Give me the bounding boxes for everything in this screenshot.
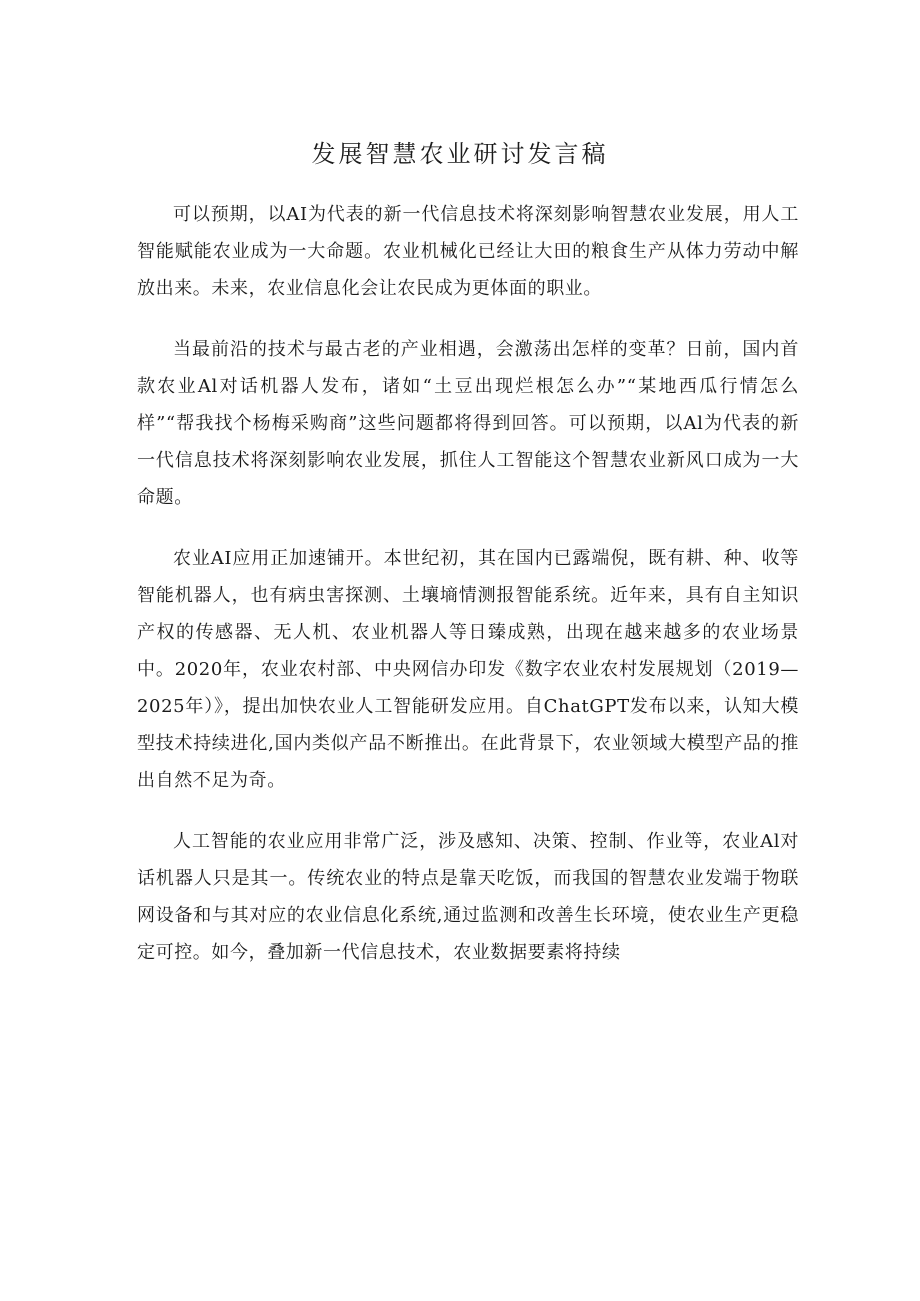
document-body bbox=[137, 196, 799, 995]
document-title: 发展智慧农业研讨发言稿 bbox=[311, 140, 609, 168]
paragraph-4: 人工智能的农业应用非常广泛，涉及感知、决策、控制、作业等，农业Al对话机器人只是其一。传统农业的特点是靠天吃饭，而我国的智慧农业发端于物联网设备和与其对应的农业信息化系统,通过监测和改善生长环境，使农业生产更稳定可控。如今，叠加新一代信息技术，农业数据要素将持续 bbox=[137, 831, 799, 963]
paragraph-3: 农业AI应用正加速铺开。本世纪初，其在国内已露端倪，既有耕、种、收等智能机器人，也有病虫害探测、土壤墒情测报智能系统。近年来，具有自主知识产权的传感器、无人机、农业机器人等日臻成熟，出现在越来越多的农业场景中。2020年，农业农村部、中央网信办印发《数字农业农村发展规划（2019—2025年）》，提出加快农业人工智能研发应用。自ChatGPT发布以来，认知大模型技术持续进化,国内类似产品不断推出。在此背景下，农业领域大模型产品的推出自然不足为奇。 bbox=[137, 548, 799, 791]
paragraph-2: 当最前沿的技术与最古老的产业相遇，会激荡出怎样的变革？日前，国内首款农业Al对话机器人发布，诸如“土豆出现烂根怎么办”“某地西瓜行情怎么样”“帮我找个杨梅采购商”这些问题都将得到回答。可以预期，以Al为代表的新一代信息技术将深刻影响农业发展，抓住人工智能这个智慧农业新风口成为一大命题。 bbox=[137, 339, 799, 508]
paragraph-1: 可以预期，以AI为代表的新一代信息技术将深刻影响智慧农业发展，用人工智能赋能农业成为一大命题。农业机械化已经让大田的粮食生产从体力劳动中解放出来。未来，农业信息化会让农民成为更体面的职业。 bbox=[137, 204, 799, 299]
